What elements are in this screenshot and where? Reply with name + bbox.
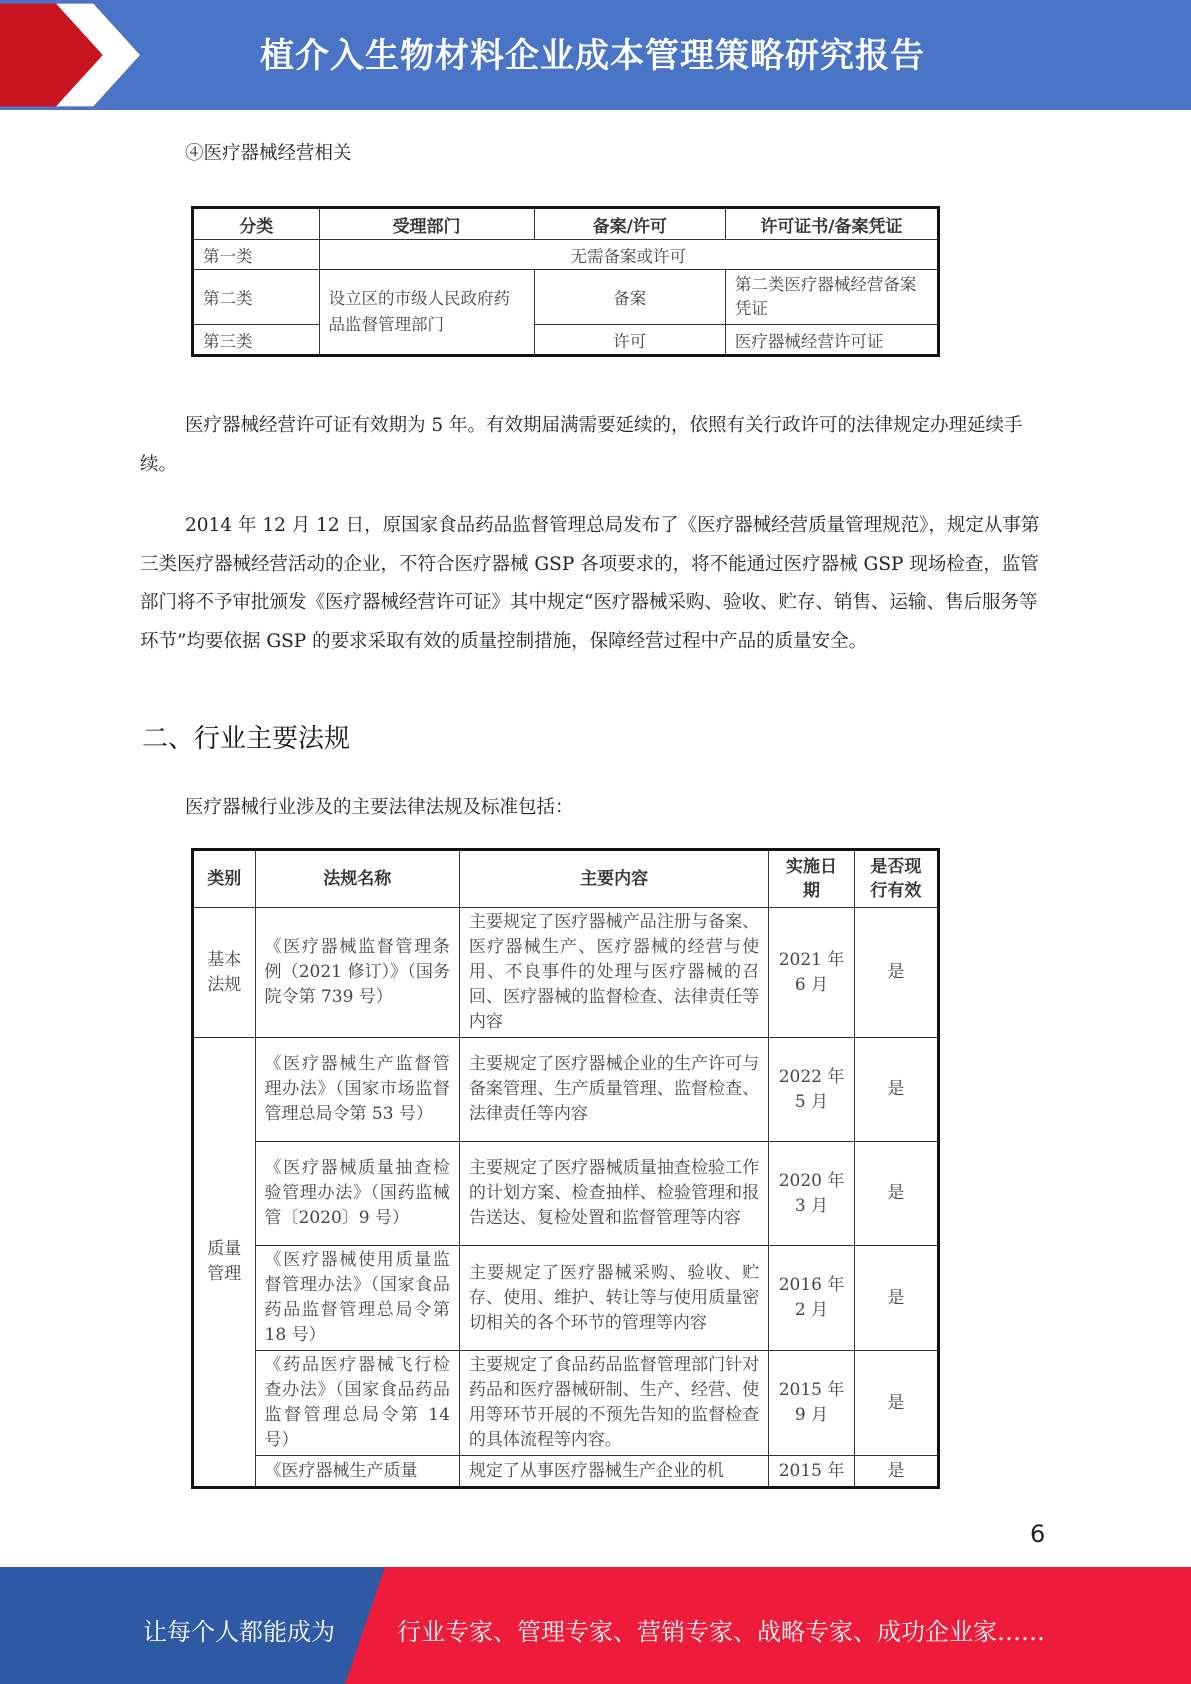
page-number: 6 [1030, 1520, 1046, 1548]
table-cell: 是 [854, 1351, 938, 1456]
table-header-cell: 分类 [193, 208, 320, 240]
table-cell: 是 [854, 908, 938, 1038]
table-cell: 是 [854, 1456, 938, 1488]
table-header-cell: 备案/许可 [534, 208, 725, 240]
table-row [193, 1456, 939, 1488]
table-cell: 第二类 [193, 270, 320, 325]
footer-slogan-right: 行业专家、管理专家、营销专家、战略专家、成功企业家…… [397, 1618, 1045, 1646]
table-cell: 主要规定了医疗器械质量抽查检验工作的计划方案、检查抽样、检验管理和报告送达、复检处置和监督管理等内容 [459, 1142, 768, 1246]
table-row [193, 240, 939, 270]
intro-text: 医疗器械行业涉及的主要法律法规及标准包括： [185, 797, 574, 818]
footer-banner [0, 1567, 1191, 1684]
table-cell: 2022 年 5 月 [769, 1038, 855, 1142]
header-banner [0, 0, 1191, 110]
table-header-cell: 主要内容 [459, 850, 768, 908]
regulations-table [191, 848, 940, 1489]
footer-slogan-left: 让每个人都能成为 [143, 1618, 335, 1646]
table-row [193, 1142, 939, 1246]
table-row [193, 325, 939, 356]
table-cell: 2021 年 6 月 [769, 908, 855, 1038]
table-cell: 设立区的市级人民政府药品监督管理部门 [319, 270, 534, 356]
table-cell: 是 [854, 1142, 938, 1246]
table-cell: 2020 年 3 月 [769, 1142, 855, 1246]
table-header-row [193, 208, 939, 240]
table-cell: 《医疗器械生产监督管理办法》（国家市场监督管理总局令第 53 号） [255, 1038, 459, 1142]
table-cell: 无需备案或许可 [319, 240, 938, 270]
table-header-row [193, 850, 939, 908]
table-cell: 医疗器械经营许可证 [725, 325, 938, 356]
table-cell: 《医疗器械监督管理条例（2021 修订）》（国务院令第 739 号） [255, 908, 459, 1038]
table-cell: 备案 [534, 270, 725, 325]
paragraph: 2014 年 12 月 12 日，原国家食品药品监督管理总局发布了《医疗器械经营质量管理规范》，规定从事第三类医疗器械经营活动的企业，不符合医疗器械 GSP 各项要求的，将不能通过医疗器械 GSP 现场检查，监管部门将不予审批颁发《医疗器械经营许可证》其中规定“医疗器械采购、验收、贮存、销售、运输、售后服务等环节”均要依据 GSP 的要求采取有效的质量控制措施，保障经营过程中产品的质量安全。 [140, 515, 1040, 652]
table-cell: 2016 年 2 月 [769, 1246, 855, 1351]
table-cell: 基本法规 [193, 908, 256, 1038]
table-header-cell: 实施日期 [769, 850, 855, 908]
table-cell: 主要规定了医疗器械产品注册与备案、医疗器械生产、医疗器械的经营与使用、不良事件的处理与医疗器械的召回、医疗器械的监督检查、法律责任等内容 [459, 908, 768, 1038]
table-header-cell: 受理部门 [319, 208, 534, 240]
table-cell: 第二类医疗器械经营备案凭证 [725, 270, 938, 325]
table-cell: 主要规定了医疗器械采购、验收、贮存、使用、维护、转让等与使用质量密切相关的各个环节的管理等内容 [459, 1246, 768, 1351]
header-chevron-decoration [0, 0, 140, 110]
section-label: ④医疗器械经营相关 [185, 143, 352, 164]
table-header-cell: 许可证书/备案凭证 [725, 208, 938, 240]
table-row [193, 1038, 939, 1142]
table-cell: 是 [854, 1038, 938, 1142]
report-title: 植介入生物材料企业成本管理策略研究报告 [260, 36, 925, 76]
table-row [193, 1351, 939, 1456]
table-header-cell: 法规名称 [255, 850, 459, 908]
table-row [193, 1246, 939, 1351]
section-heading: 二、行业主要法规 [142, 724, 351, 754]
table-cell: 质量管理 [193, 1038, 256, 1488]
table-header-cell: 类别 [193, 850, 256, 908]
device-operation-table [191, 206, 940, 357]
table-cell: 许可 [534, 325, 725, 356]
table-cell: 《医疗器械质量抽查检验管理办法》（国药监械管〔2020〕9 号） [255, 1142, 459, 1246]
table-cell: 2015 年 [769, 1456, 855, 1488]
table-cell: 《医疗器械生产质量 [255, 1456, 459, 1488]
table-cell: 《药品医疗器械飞行检查办法》（国家食品药品监督管理总局令第 14 号） [255, 1351, 459, 1456]
table-cell: 第一类 [193, 240, 320, 270]
table-cell: 主要规定了食品药品监督管理部门针对药品和医疗器械研制、生产、经营、使用等环节开展的不预先告知的监督检查的具体流程等内容。 [459, 1351, 768, 1456]
table-row [193, 908, 939, 1038]
paragraph: 医疗器械经营许可证有效期为 5 年。有效期届满需要延续的，依照有关行政许可的法律规定办理延续手续。 [140, 415, 1023, 475]
table-header-cell: 是否现行有效 [854, 850, 938, 908]
table-cell: 第三类 [193, 325, 320, 356]
table-cell: 规定了从事医疗器械生产企业的机 [459, 1456, 768, 1488]
table-cell: 主要规定了医疗器械企业的生产许可与备案管理、生产质量管理、监督检查、法律责任等内容 [459, 1038, 768, 1142]
table-row [193, 270, 939, 325]
table-cell: 2015 年 9 月 [769, 1351, 855, 1456]
table-cell: 《医疗器械使用质量监督管理办法》（国家食品药品监督管理总局令第 18 号） [255, 1246, 459, 1351]
table-cell: 是 [854, 1246, 938, 1351]
